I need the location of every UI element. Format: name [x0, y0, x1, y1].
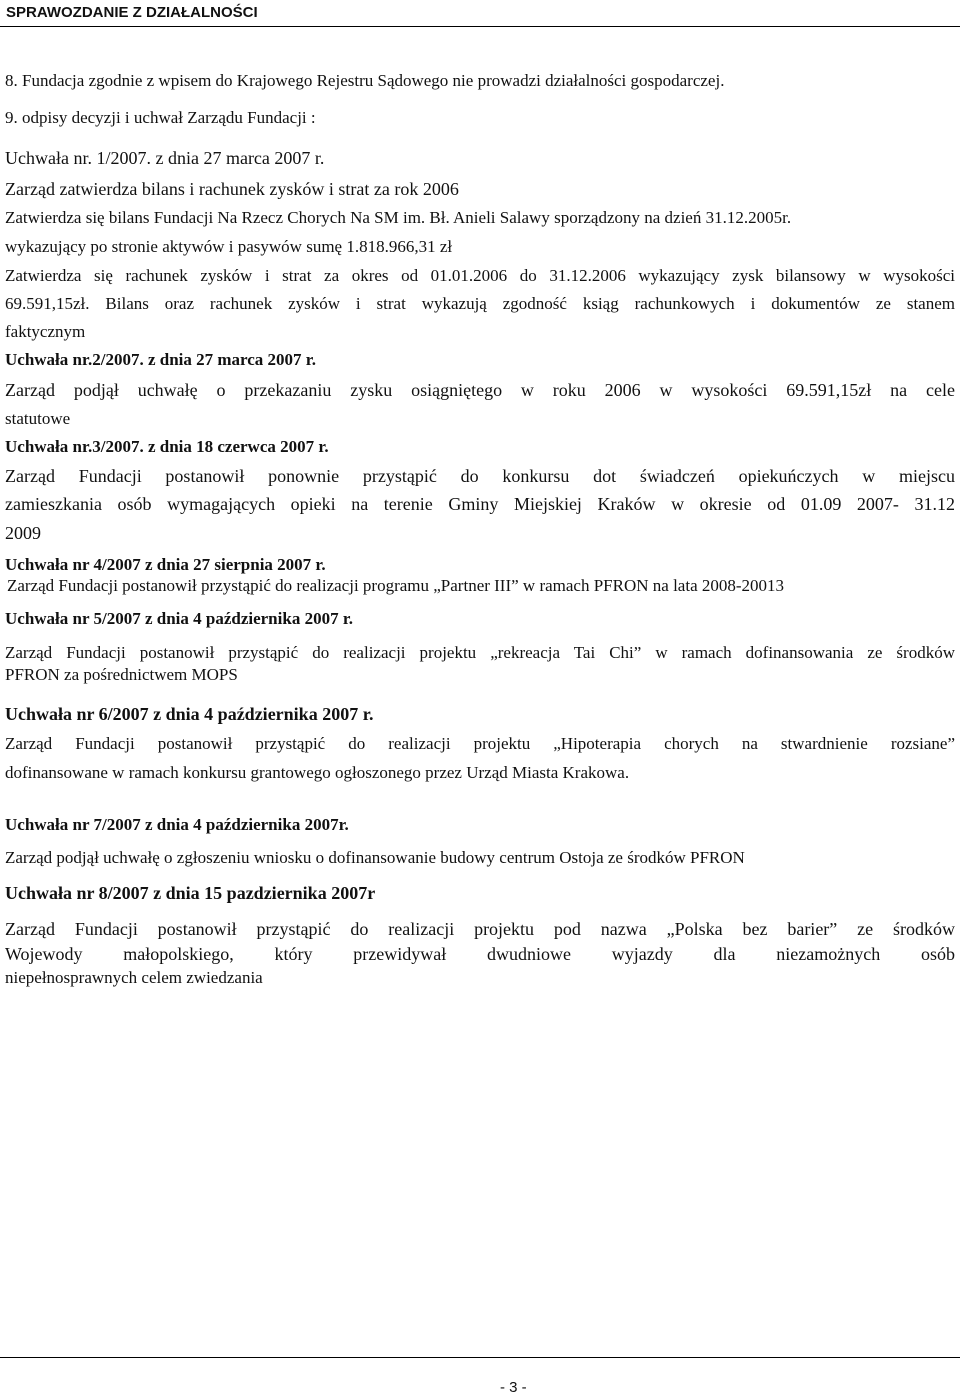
- resolution-2-line-2: statutowe: [5, 409, 71, 428]
- header-rule: [0, 26, 960, 27]
- resolution-4-title: Uchwała nr 4/2007 z dnia 27 sierpnia 2007 r.: [5, 555, 326, 574]
- page-header: SPRAWOZDANIE Z DZIAŁALNOŚCI: [6, 4, 258, 21]
- resolution-1-line-2: Zatwierdza się bilans Fundacji Na Rzecz Chorych Na SM im. Bł. Anieli Salawy sporządzony na dzień 31.12.2005r.: [5, 208, 792, 227]
- resolution-6-line-1: Zarząd Fundacji postanowił przystąpić do realizacji projektu „Hipoterapia chorych na stwardnienie rozsiane”: [5, 734, 955, 753]
- resolution-2-line-1: Zarząd podjął uchwałę o przekazaniu zysku osiągniętego w roku 2006 w wysokości 69.591,15zł na cele: [5, 380, 955, 400]
- resolution-8-line-1: Zarząd Fundacji postanowił przystąpić do realizacji projektu pod nazwa „Polska bez barier” ze środków: [5, 919, 955, 939]
- resolution-6-line-2: dofinansowane w ramach konkursu grantowego ogłoszonego przez Urząd Miasta Krakowa.: [5, 763, 630, 782]
- resolution-5-title: Uchwała nr 5/2007 z dnia 4 października 2007 r.: [5, 609, 354, 628]
- resolution-4-line-1: Zarząd Fundacji postanowił przystąpić do realizacji programu „Partner III” w ramach PFRON na lata 2008-20013: [7, 576, 785, 595]
- item-9: 9. odpisy decyzji i uchwał Zarządu Fundacji :: [5, 108, 316, 127]
- resolution-3-line-2: zamieszkania osób wymagających opieki na terenie Gminy Miejskiej Kraków w okresie od 01.09 2007- 31.12: [5, 494, 955, 514]
- resolution-8-line-3: niepełnosprawnych celem zwiedzania: [5, 968, 263, 987]
- resolution-5-line-1: Zarząd Fundacji postanowił przystąpić do realizacji projektu „rekreacja Tai Chi” w ramach dofinansowania ze środków: [5, 643, 955, 662]
- resolution-2-title: Uchwała nr.2/2007. z dnia 27 marca 2007 r.: [5, 350, 317, 369]
- resolution-8-title: Uchwała nr 8/2007 z dnia 15 pazdziernika 2007r: [5, 883, 376, 903]
- resolution-1-line-4: Zatwierdza się rachunek zysków i strat za okres od 01.01.2006 do 31.12.2006 wykazujący zysk bilansowy w wysokości: [5, 266, 955, 285]
- resolution-3-title: Uchwała nr.3/2007. z dnia 18 czerwca 2007 r.: [5, 437, 329, 456]
- resolution-5-line-2: PFRON za pośrednictwem MOPS: [5, 665, 238, 684]
- resolution-6-title: Uchwała nr 6/2007 z dnia 4 października 2007 r.: [5, 704, 374, 724]
- resolution-7-title: Uchwała nr 7/2007 z dnia 4 października 2007r.: [5, 815, 349, 834]
- resolution-7-line-1: Zarząd podjął uchwałę o zgłoszeniu wniosku o dofinansowanie budowy centrum Ostoja ze środków PFRON: [5, 848, 745, 867]
- resolution-1-line-6: faktycznym: [5, 322, 86, 341]
- resolution-3-line-3: 2009: [5, 523, 41, 543]
- resolution-1-line-5: 69.591,15zł. Bilans oraz rachunek zysków i strat wykazują zgodność ksiąg rachunkowych i dokumentów ze stanem: [5, 294, 955, 313]
- resolution-1-title: Uchwała nr. 1/2007. z dnia 27 marca 2007 r.: [5, 148, 325, 168]
- page-number: - 3 -: [500, 1379, 527, 1396]
- resolution-1-line-3: wykazujący po stronie aktywów i pasywów sumę 1.818.966,31 zł: [5, 237, 453, 256]
- item-8: 8. Fundacja zgodnie z wpisem do Krajowego Rejestru Sądowego nie prowadzi działalności gospodarczej.: [5, 71, 725, 90]
- resolution-1-line-1: Zarząd zatwierdza bilans i rachunek zysków i strat za rok 2006: [5, 179, 459, 199]
- resolution-3-line-1: Zarząd Fundacji postanowił ponownie przystąpić do konkursu dot świadczeń opiekuńczych w miejscu: [5, 466, 955, 486]
- footer-rule: [0, 1357, 960, 1358]
- resolution-8-line-2: Wojewody małopolskiego, który przewidywał dwudniowe wyjazdy dla niezamożnych osób: [5, 944, 955, 964]
